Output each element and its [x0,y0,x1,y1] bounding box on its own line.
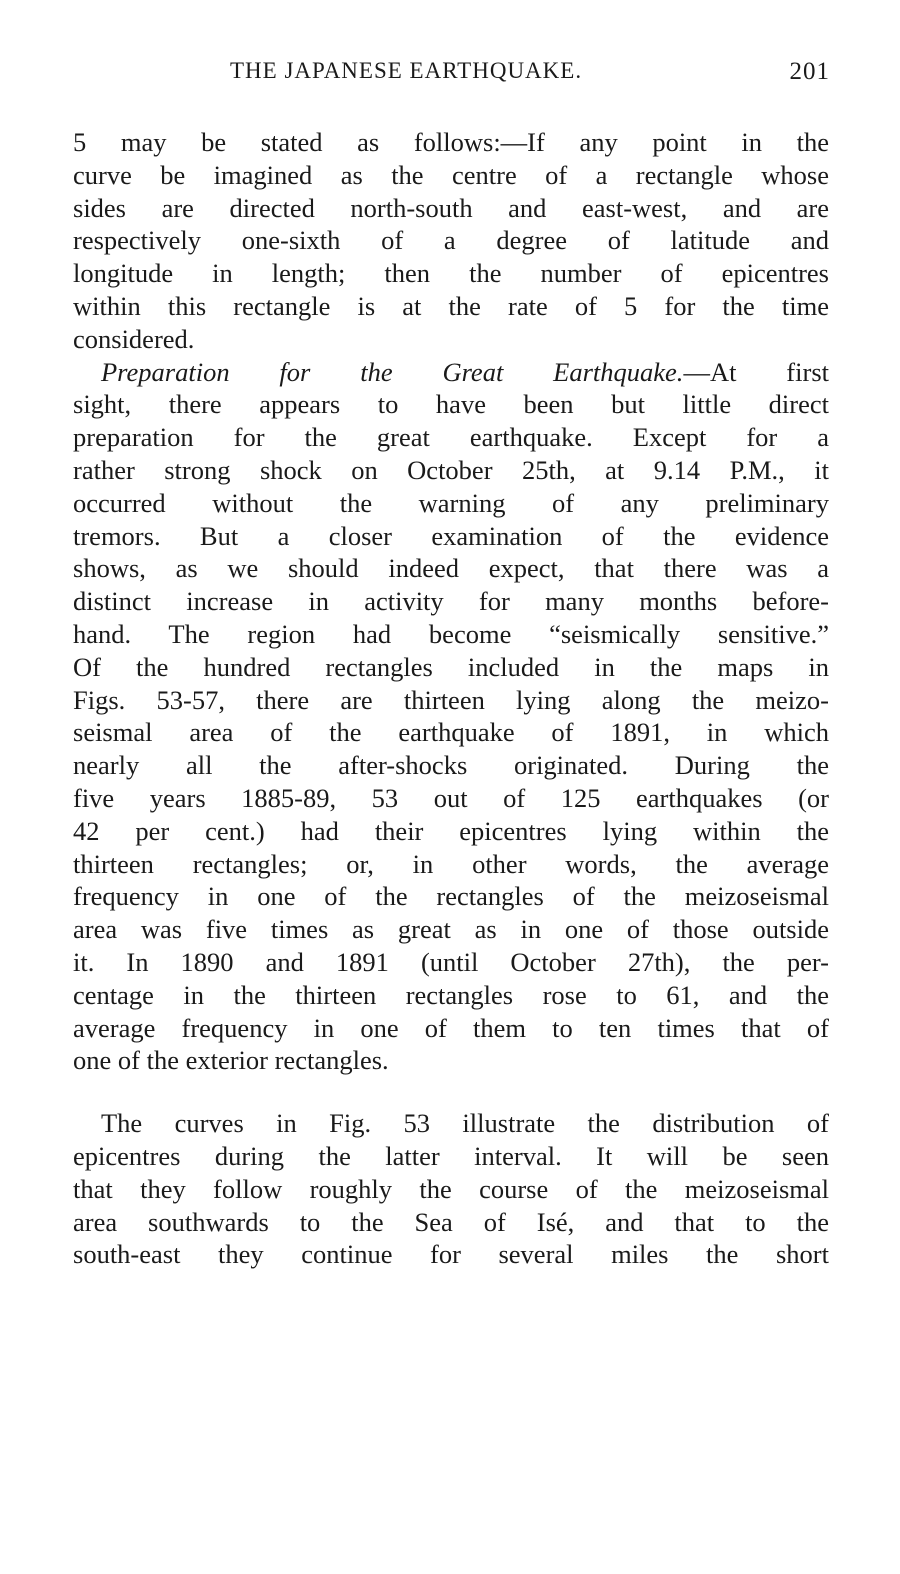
paragraph-2 [73,356,829,1078]
text-line: within this rectangle is at the rate of 5 for the time [73,290,829,321]
text-line: area southwards to the Sea of Isé, and that to the [73,1206,829,1237]
text-line [73,356,829,389]
text-line: curve be imagined as the centre of a rectangle whose [73,159,829,190]
text-line: hand. The region had become “seismically sensitive.” [73,618,829,649]
text-line: nearly all the after-shocks originated. During the [73,750,829,781]
text-line: one of the exterior rectangles. [73,1045,389,1076]
text-line: average frequency in one of them to ten times that of [73,1012,829,1043]
text-line: Figs. 53-57, there are thirteen lying along the meizo- [73,684,829,715]
text-line: respectively one-sixth of a degree of latitude and [73,225,829,256]
text-line: south-east they continue for several miles the short [73,1239,829,1270]
text-line: occurred without the warning of any preliminary [73,487,829,518]
paragraph-3 [73,1107,829,1271]
text-line: sight, there appears to have been but little direct [73,389,829,420]
text-line: preparation for the great earthquake. Except for a [73,422,829,453]
text-line: rather strong shock on October 25th, at 9.14 P.M., it [73,454,829,485]
text-line: shows, as we should indeed expect, that there was a [73,553,829,584]
text-line: 5 may be stated as follows:—If any point in the [73,127,829,157]
running-title: THE JAPANESE EARTHQUAKE. [230,58,583,83]
paragraph-1 [73,126,829,356]
text-line: five years 1885-89, 53 out of 125 earthquakes (or [73,782,829,813]
text-line: 42 per cent.) had their epicentres lying within the [73,815,829,846]
text-line: distinct increase in activity for many months before- [73,586,829,617]
text-line: it. In 1890 and 1891 (until October 27th), the per- [73,946,829,977]
text-line: sides are directed north-south and east-west, and are [73,192,829,223]
text-line: area was five times as great as in one of those outside [73,914,829,945]
text-line: considered. [73,323,195,354]
text-line: frequency in one of the rectangles of the meizoseismal [73,881,829,912]
section-heading: Preparation for the Great Earthquake. [101,356,684,387]
text-line: centage in the thirteen rectangles rose to 61, and the [73,979,829,1010]
page-body [73,126,829,1271]
text-line: seismal area of the earthquake of 1891, in which [73,717,829,748]
text-line: thirteen rectangles; or, in other words, the average [73,848,829,879]
text-line-rest: —At first [683,356,829,387]
page-number: 201 [789,58,830,85]
text-line: Of the hundred rectangles included in the maps in [73,651,829,682]
text-line: tremors. But a closer examination of the evidence [73,520,829,551]
text-line: longitude in length; then the number of epicentres [73,258,829,289]
text-line: The curves in Fig. 53 illustrate the distribution of [101,1108,829,1139]
page-header [230,58,830,92]
text-line: epicentres during the latter interval. It will be seen [73,1140,829,1171]
text-line: that they follow roughly the course of the meizoseismal [73,1173,829,1204]
